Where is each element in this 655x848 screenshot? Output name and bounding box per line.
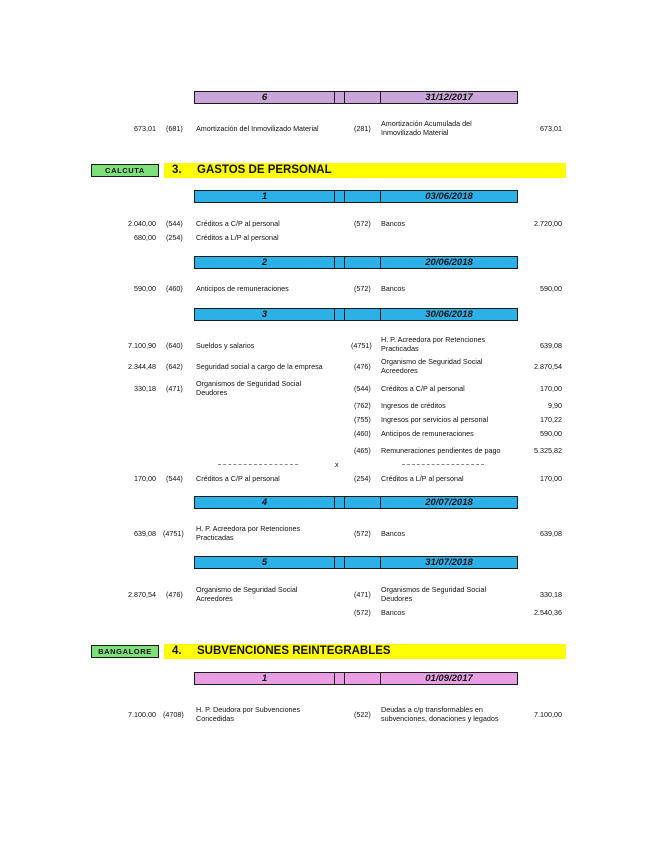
entry-header-2 xyxy=(194,256,518,269)
debit-code: (4751) xyxy=(163,529,184,538)
separator-line-right xyxy=(402,464,484,465)
credit-amount: 639,08 xyxy=(540,341,562,350)
credit-code: (4751) xyxy=(351,341,372,350)
credit-amount: 2.720,00 xyxy=(534,219,562,228)
entry-number: 3 xyxy=(195,309,335,320)
debit-code: (476) xyxy=(166,590,183,599)
credit-account: Anticipos de remuneraciones xyxy=(381,429,474,438)
credit-code: (522) xyxy=(354,710,371,719)
debit-code: (471) xyxy=(166,384,183,393)
credit-code: (465) xyxy=(354,446,371,455)
debit-amount: 639,08 xyxy=(134,529,156,538)
credit-amount: 5.325,82 xyxy=(534,446,562,455)
credit-account: Organismos de Seguridad Social Deudores xyxy=(381,585,487,603)
credit-code: (572) xyxy=(354,529,371,538)
credit-amount: 170,00 xyxy=(540,384,562,393)
credit-code: (471) xyxy=(354,590,371,599)
debit-code: (544) xyxy=(166,474,183,483)
debit-amount: 2.344,48 xyxy=(128,362,156,371)
debit-account: H. P. Deudora por Subvenciones Concedidas xyxy=(196,705,301,723)
debit-amount: 2.870,54 xyxy=(128,590,156,599)
credit-code: (460) xyxy=(354,429,371,438)
credit-account: H. P. Acreedora por Retenciones Practicadas xyxy=(381,335,486,353)
credit-amount: 170,00 xyxy=(540,474,562,483)
debit-amount: 7.100,90 xyxy=(128,341,156,350)
credit-account: Ingresos por servicios al personal xyxy=(381,415,489,424)
entry-date: 31/12/2017 xyxy=(425,92,473,103)
debit-code: (640) xyxy=(166,341,183,350)
entry-date: 03/06/2018 xyxy=(425,191,473,202)
entry-date: 20/07/2018 xyxy=(425,497,473,508)
credit-amount: 590,00 xyxy=(540,429,562,438)
credit-amount: 7.100,00 xyxy=(534,710,562,719)
separator-line-left xyxy=(218,464,298,465)
section-title: SUBVENCIONES REINTEGRABLES xyxy=(197,645,391,657)
credit-amount: 330,18 xyxy=(540,590,562,599)
credit-amount: 590,00 xyxy=(540,284,562,293)
entry-header-3 xyxy=(194,308,518,321)
credit-account: Amortización Acumulada del Inmovilizado Material xyxy=(381,119,472,137)
credit-amount: 170,22 xyxy=(540,415,562,424)
entry-number: 4 xyxy=(195,497,335,508)
credit-code: (281) xyxy=(354,124,371,133)
debit-account: Sueldos y salarios xyxy=(196,341,255,350)
credit-account: Bancos xyxy=(381,529,405,538)
debit-amount: 7.100,00 xyxy=(128,710,156,719)
entry-header-5 xyxy=(194,556,518,569)
credit-account: Créditos a C/P al personal xyxy=(381,384,465,393)
entry-number: 1 xyxy=(195,673,335,684)
credit-account: Bancos xyxy=(381,608,405,617)
credit-account: Remuneraciones pendientes de pago xyxy=(381,446,501,455)
separator-mark: x xyxy=(335,460,339,469)
entry-header-subv-1 xyxy=(194,672,518,685)
section-number: 3. xyxy=(172,164,182,176)
credit-code: (572) xyxy=(354,219,371,228)
entry-number: 2 xyxy=(195,257,335,268)
credit-code: (572) xyxy=(354,284,371,293)
credit-account: Bancos xyxy=(381,219,405,228)
debit-code: (254) xyxy=(166,233,183,242)
debit-account: Créditos a C/P al personal xyxy=(196,219,280,228)
section-tag: CALCUTA xyxy=(91,164,159,177)
credit-account: Bancos xyxy=(381,284,405,293)
credit-amount: 673,01 xyxy=(540,124,562,133)
credit-amount: 2.540,36 xyxy=(534,608,562,617)
credit-account: Créditos a L/P al personal xyxy=(381,474,464,483)
debit-amount: 170,00 xyxy=(134,474,156,483)
section-tag: BANGALORE xyxy=(91,645,159,658)
entry-header-6 xyxy=(194,91,518,104)
debit-account: Créditos a C/P al personal xyxy=(196,474,280,483)
credit-amount: 639,08 xyxy=(540,529,562,538)
credit-amount: 2.870,54 xyxy=(534,362,562,371)
credit-account: Ingresos de créditos xyxy=(381,401,446,410)
credit-code: (572) xyxy=(354,608,371,617)
credit-amount: 9,90 xyxy=(548,401,562,410)
debit-account: Créditos a L/P al personal xyxy=(196,233,279,242)
debit-amount: 673,01 xyxy=(134,124,156,133)
entry-number: 6 xyxy=(195,92,335,103)
entry-date: 31/07/2018 xyxy=(425,557,473,568)
debit-code: (681) xyxy=(166,124,183,133)
entry-date: 20/06/2018 xyxy=(425,257,473,268)
debit-amount: 590,00 xyxy=(134,284,156,293)
credit-account: Organismo de Seguridad Social Acreedores xyxy=(381,357,483,375)
debit-account: Amortización del Inmovilizado Material xyxy=(196,124,319,133)
entry-number: 5 xyxy=(195,557,335,568)
debit-amount: 2.040,00 xyxy=(128,219,156,228)
entry-header-4 xyxy=(194,496,518,509)
section-number: 4. xyxy=(172,645,182,657)
entry-date: 30/06/2018 xyxy=(425,309,473,320)
section-title: GASTOS DE PERSONAL xyxy=(197,164,332,176)
debit-code: (642) xyxy=(166,362,183,371)
debit-code: (544) xyxy=(166,219,183,228)
credit-code: (476) xyxy=(354,362,371,371)
debit-account: Organismo de Seguridad Social Acreedores xyxy=(196,585,298,603)
credit-code: (254) xyxy=(354,474,371,483)
debit-account: Anticipos de remuneraciones xyxy=(196,284,289,293)
debit-account: H. P. Acreedora por Retenciones Practicadas xyxy=(196,524,301,542)
entry-header-1 xyxy=(194,190,518,203)
debit-amount: 330,18 xyxy=(134,384,156,393)
credit-code: (755) xyxy=(354,415,371,424)
credit-account: Deudas a c/p transformables en subvenciones, donaciones y legados xyxy=(381,705,499,723)
entry-date: 01/09/2017 xyxy=(425,673,473,684)
credit-code: (544) xyxy=(354,384,371,393)
debit-code: (460) xyxy=(166,284,183,293)
debit-amount: 680,00 xyxy=(134,233,156,242)
entry-number: 1 xyxy=(195,191,335,202)
credit-code: (762) xyxy=(354,401,371,410)
debit-code: (4708) xyxy=(163,710,184,719)
debit-account: Seguridad social a cargo de la empresa xyxy=(196,362,323,371)
debit-account: Organismos de Seguridad Social Deudores xyxy=(196,379,302,397)
